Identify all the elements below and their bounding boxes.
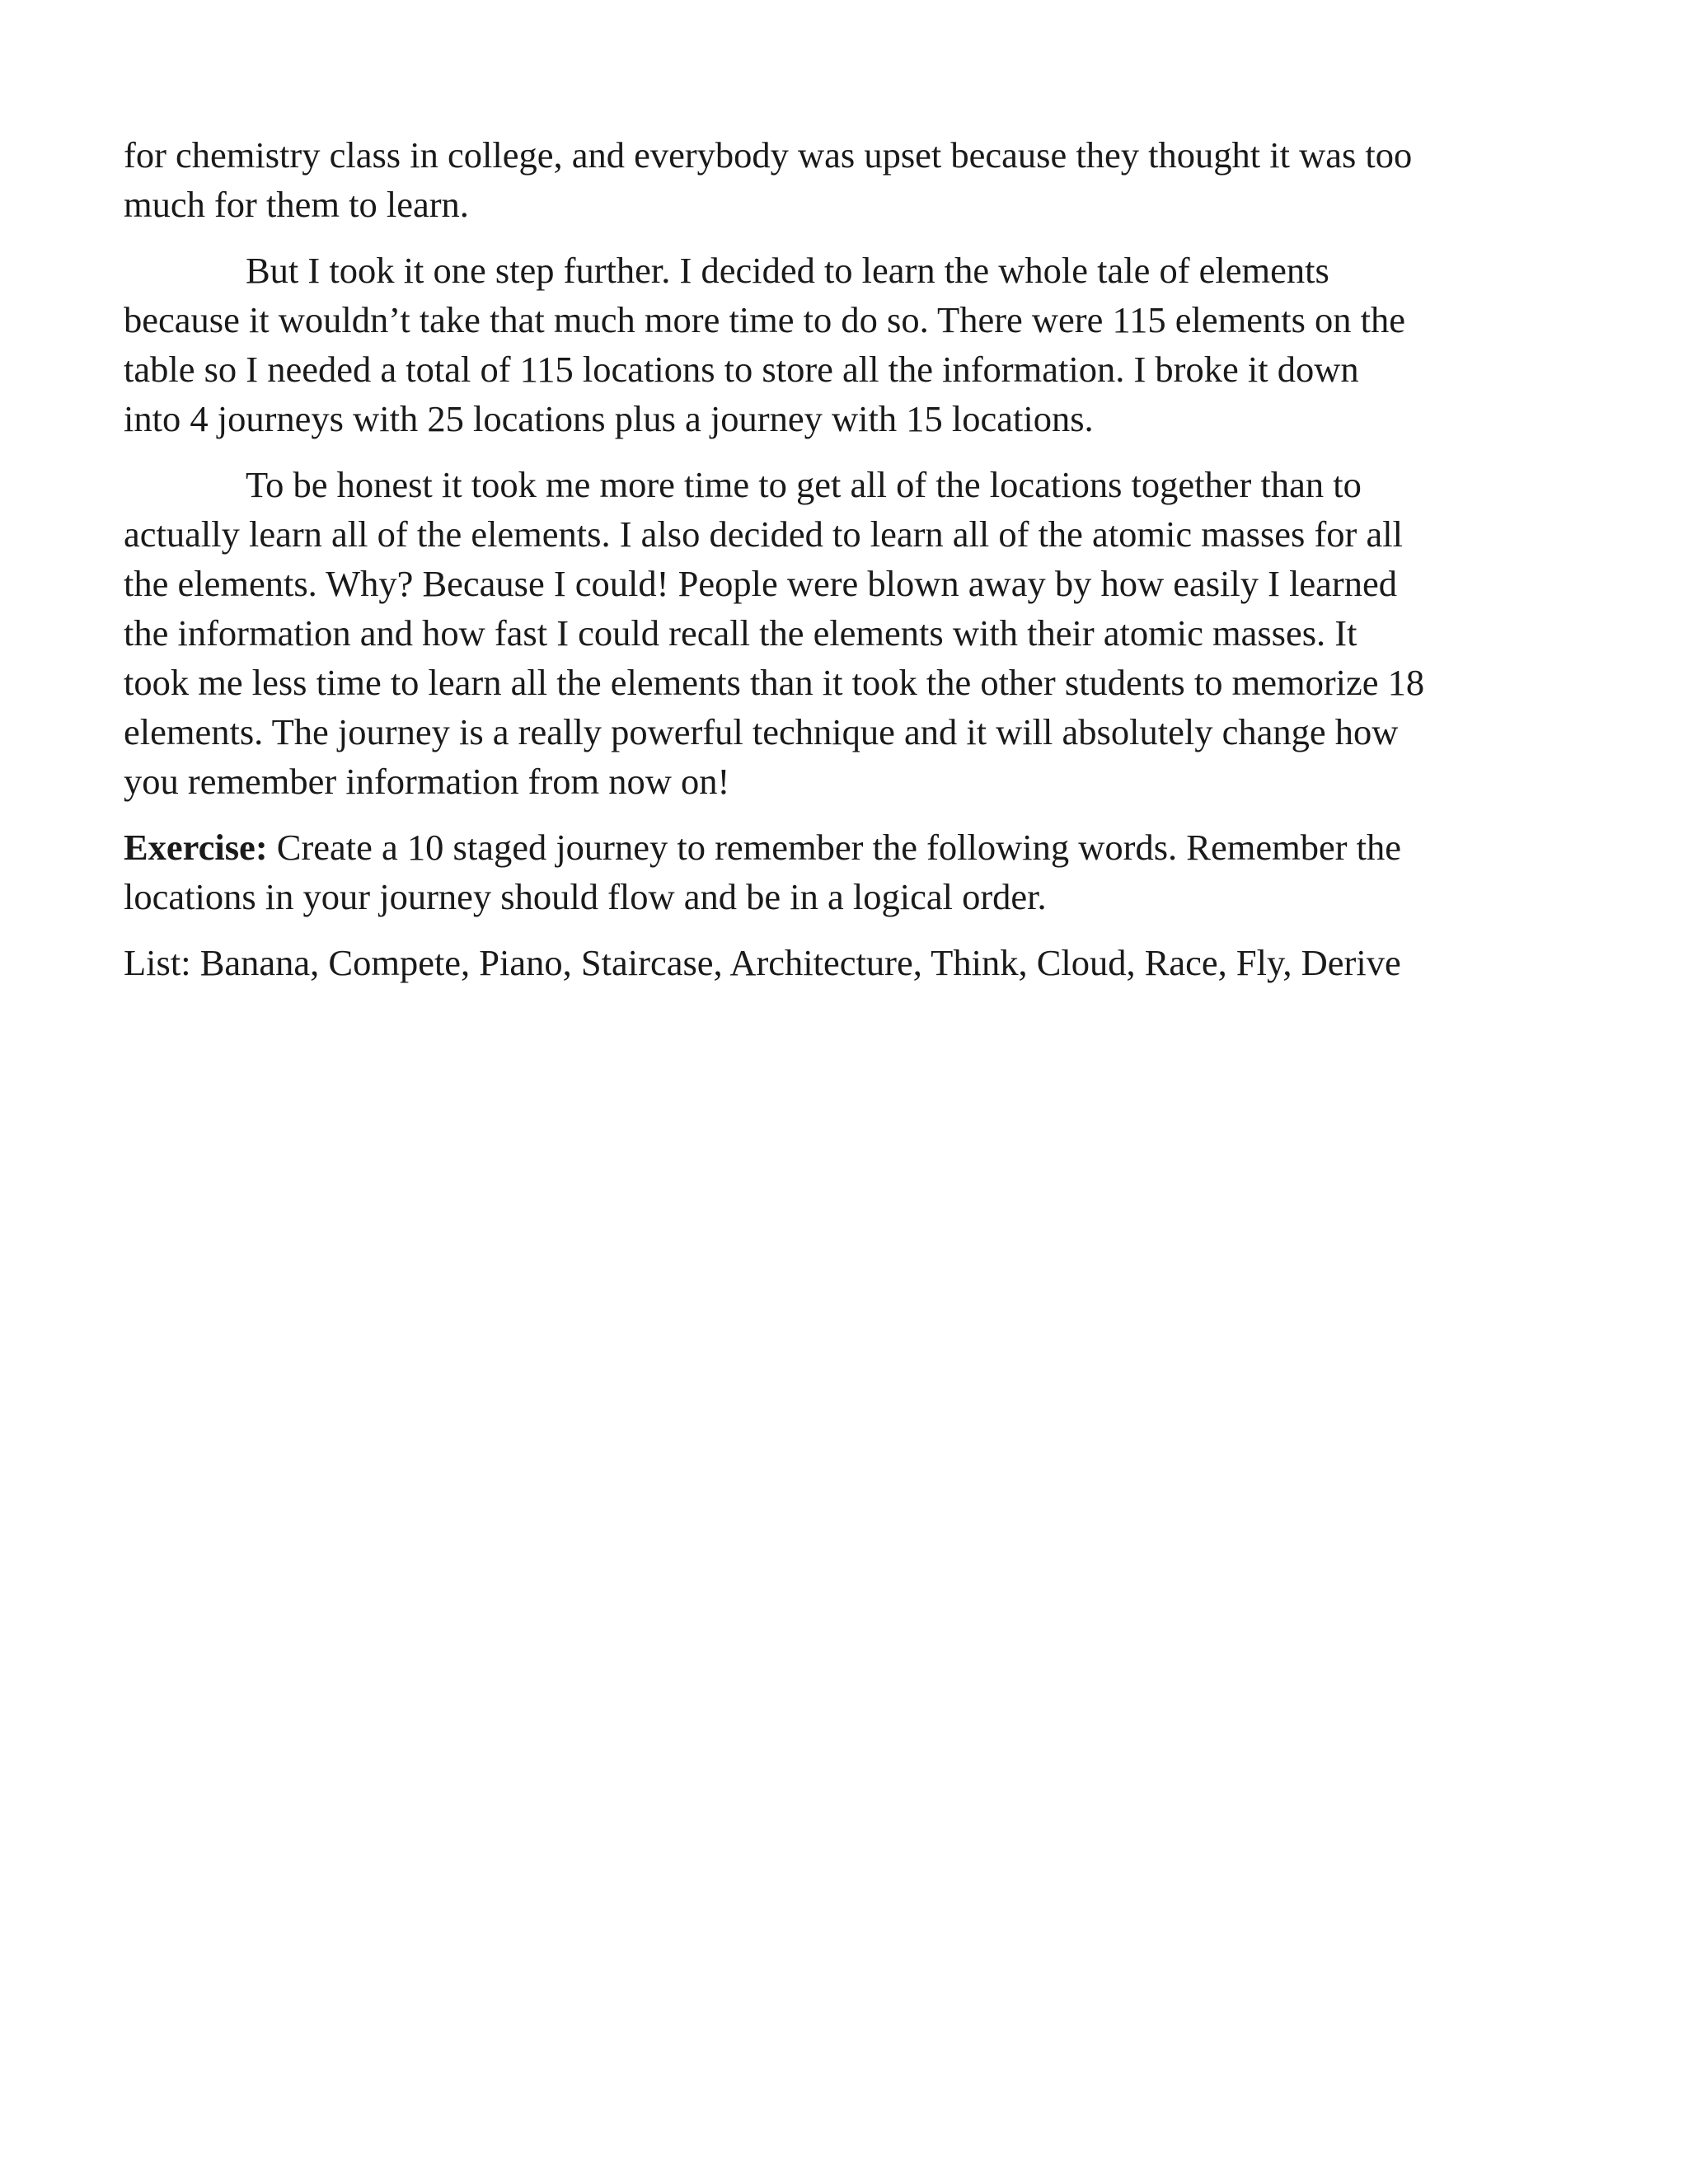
text-line: because it wouldn’t take that much more time to do so. There were 115 elements on the xyxy=(124,299,1406,340)
paragraph-2 xyxy=(124,246,1558,443)
text-line: into 4 journeys with 25 locations plus a journey with 15 locations. xyxy=(124,398,1094,439)
text-line: actually learn all of the elements. I also decided to learn all of the atomic masses for all xyxy=(124,513,1403,555)
text-line: But I took it one step further. I decided to learn the whole tale of elements xyxy=(246,250,1329,291)
text-line: for chemistry class in college, and everybody was upset because they thought it was too xyxy=(124,134,1413,176)
text-line: much for them to learn. xyxy=(124,184,469,225)
exercise-label: Exercise: xyxy=(124,827,268,868)
text-line: the elements. Why? Because I could! People were blown away by how easily I learned xyxy=(124,563,1398,604)
text-line: elements. The journey is a really powerful technique and it will absolutely change how xyxy=(124,711,1399,752)
paragraph-1 xyxy=(124,130,1558,229)
exercise-first-line xyxy=(124,823,1558,872)
document-page xyxy=(124,130,1558,1004)
exercise-text: Create a 10 staged journey to remember the following words. Remember the xyxy=(267,827,1402,868)
text-line: table so I needed a total of 115 locations to store all the information. I broke it down xyxy=(124,349,1359,390)
text-line: To be honest it took me more time to get all of the locations together than to xyxy=(246,464,1362,505)
text-line: took me less time to learn all the elements than it took the other students to memorize 18 xyxy=(124,662,1425,703)
exercise-second-line: locations in your journey should flow and be in a logical order. xyxy=(124,876,1047,917)
word-list: List: Banana, Compete, Piano, Staircase, Architecture, Think, Cloud, Race, Fly, Derive xyxy=(124,942,1401,983)
text-line: you remember information from now on! xyxy=(124,761,730,802)
paragraph-3 xyxy=(124,460,1558,806)
exercise-paragraph xyxy=(124,823,1558,921)
text-line: the information and how fast I could recall the elements with their atomic masses. It xyxy=(124,612,1357,654)
word-list-paragraph xyxy=(124,938,1558,987)
